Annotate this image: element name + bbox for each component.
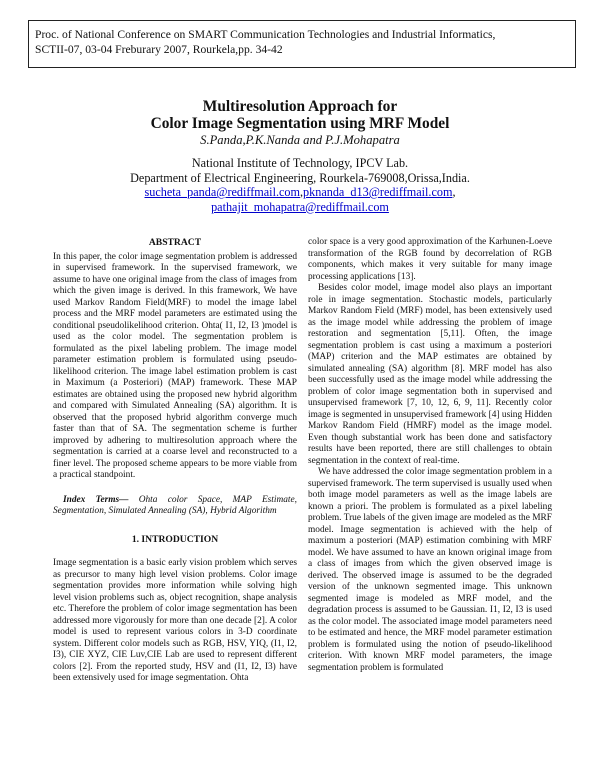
email-line-1 — [0, 185, 600, 200]
email-link-pknanda[interactable]: pknanda_d13@rediffmail.com — [303, 185, 453, 200]
paper-authors: S.Panda,P.K.Nanda and P.J.Mohapatra — [200, 133, 400, 147]
right-paragraph-1: color space is a very good approximation of the Karhunen-Loeve transformation of the RGB found by decorrelation of RGB components, which makes it very suitable for many image processing applications [13]. — [308, 237, 552, 282]
email-separator: , — [299, 185, 304, 200]
introduction-heading: 1. INTRODUCTION — [131, 533, 219, 545]
conference-header-box — [28, 20, 576, 68]
conference-header-line-1: Proc. of National Conference on SMART Communication Technologies and Industrial Informatics, — [35, 28, 496, 41]
right-column — [308, 237, 552, 674]
email-line-2 — [0, 200, 600, 215]
title-block — [0, 98, 600, 148]
left-column — [53, 237, 297, 685]
email-link-sucheta[interactable]: sucheta_panda@rediffmail.com — [144, 185, 300, 200]
institute-name: National Institute of Technology, IPCV Lab. — [191, 156, 409, 170]
index-terms — [53, 495, 297, 518]
email-link-pathajit[interactable]: pathajit_mohapatra@rediffmail.com — [211, 199, 389, 214]
abstract-text: In this paper, the color image segmentation problem is addressed in supervised framework. In the supervised framework, we assume to have one original image from the class of images from which the given image is derived. In this framework, We have used Markov Random Field(MRF) to model the image label process and the MRF model parameters are estimated using the conditional pseudolikelihood criterion. Ohta( I1, I2, I3 )model is used as the color model. The segmentation problem is formulated as the pixel labeling problem. The image model parameter estimation problem is formulated using pseudo-likelihood criterion. The image label estimation problem is cast in Maximum (a Posteriori) (MAP) framework. These MAP estimates are obtained using the proposed new hybrid algorithm and compared with Simulated Annealing (SA) algorithm. It is observed that the proposed hybrid algorithm converge much faster than that of SA. The segmentation scheme is further improved by adhering to multiresolution approach where the segmentation is carried at a coarse level and reconstructed to a finer level. The proposed scheme appears to be more viable from a practical standpoint. — [53, 251, 297, 480]
email-separator: , — [452, 185, 456, 200]
paper-title-line-1: Multiresolution Approach for — [202, 98, 398, 115]
right-paragraph-2: Besides color model, image model also plays an important role in image segmentation. Stochastic models, particularly Markov Random Field (MRF) model, has been extensively used as the image model while addressing the problem of image restoration and segmentation [5,11]. Often, the image segmentation problem is cast using a maximum a posteriori (MAP) criterion and the MAP estimates are obtained by simulated annealing (SA) algorithm [8]. MRF model has also been successfully used as the image model while addressing the problem of color image segmentation both in supervised and unsupervised framework [7, 10, 12, 6, 9, 11]. Recently color image is segmented in unsupervised framework [4] using Hidden Markov Random Field (HMRF) model as the image model. Even though substantial work has been done and satisfactory results have been reported, there are still challenges to obtain segmentation in the context of real-time. — [308, 283, 552, 466]
abstract-heading: ABSTRACT — [148, 237, 202, 248]
index-terms-text: Ohta color Space, MAP Estimate, Segmentation, Simulated Annealing (SA), Hybrid Algorithm — [53, 494, 297, 516]
department-name: Department of Electrical Engineering, Rourkela-769008,Orissa,India. — [130, 170, 470, 185]
paper-title-line-2: Color Image Segmentation using MRF Model — [150, 115, 450, 132]
conference-header-line-2: SCTII-07, 03-04 Freburary 2007, Rourkela,pp. 34-42 — [35, 43, 283, 56]
index-terms-label: Index Terms— — [63, 494, 129, 505]
introduction-text: Image segmentation is a basic early vision problem which serves as precursor to many high level vision problems. Color image segmentation provides more information while solving high level vision problems such as, object recognition, shape analysis etc. Therefore the problem of color image segmentation has been addressed more vigorously for more than one decade [2]. A color model is used to represent various colors in 3-D coordinate system. Different color models such as RGB, HSV, YIQ, (I1, I2, I3), CIE XYZ, CIE Luv,CIE Lab are used to represent different colors [2]. From the reported study, HSV and (I1, I2, I3) have been extensively used for image segmentation. Ohta — [53, 558, 297, 683]
right-paragraph-3: We have addressed the color image segmentation problem in a supervised framework. The term supervised is usually used when both image model parameters as well as the image labels are known a priori. The problem is formulated as a pixel labeling problem. True labels of the given image are modeled as the MRF model. Image segmentation is achieved with the help of maximum a posteriori (MAP) estimation combining with MRF model. We have assumed to have an known original image from a class of images from which the given observed image is derived. The observed image is assumed to be the degraded version of the unknown segmented image. This unknown segmented image is modeled as MRF model, and the degradation process is assumed to be Gaussian. I1, I2, I3 is used as the color model. The associated image model parameters need to be estimated and hence, the MRF model parameter estimation problem is formulated using the notion of pseudo-likelihood criterion. With known MRF model parameters, the image segmentation problem is formulated — [308, 467, 553, 673]
affiliation-block — [0, 156, 600, 214]
